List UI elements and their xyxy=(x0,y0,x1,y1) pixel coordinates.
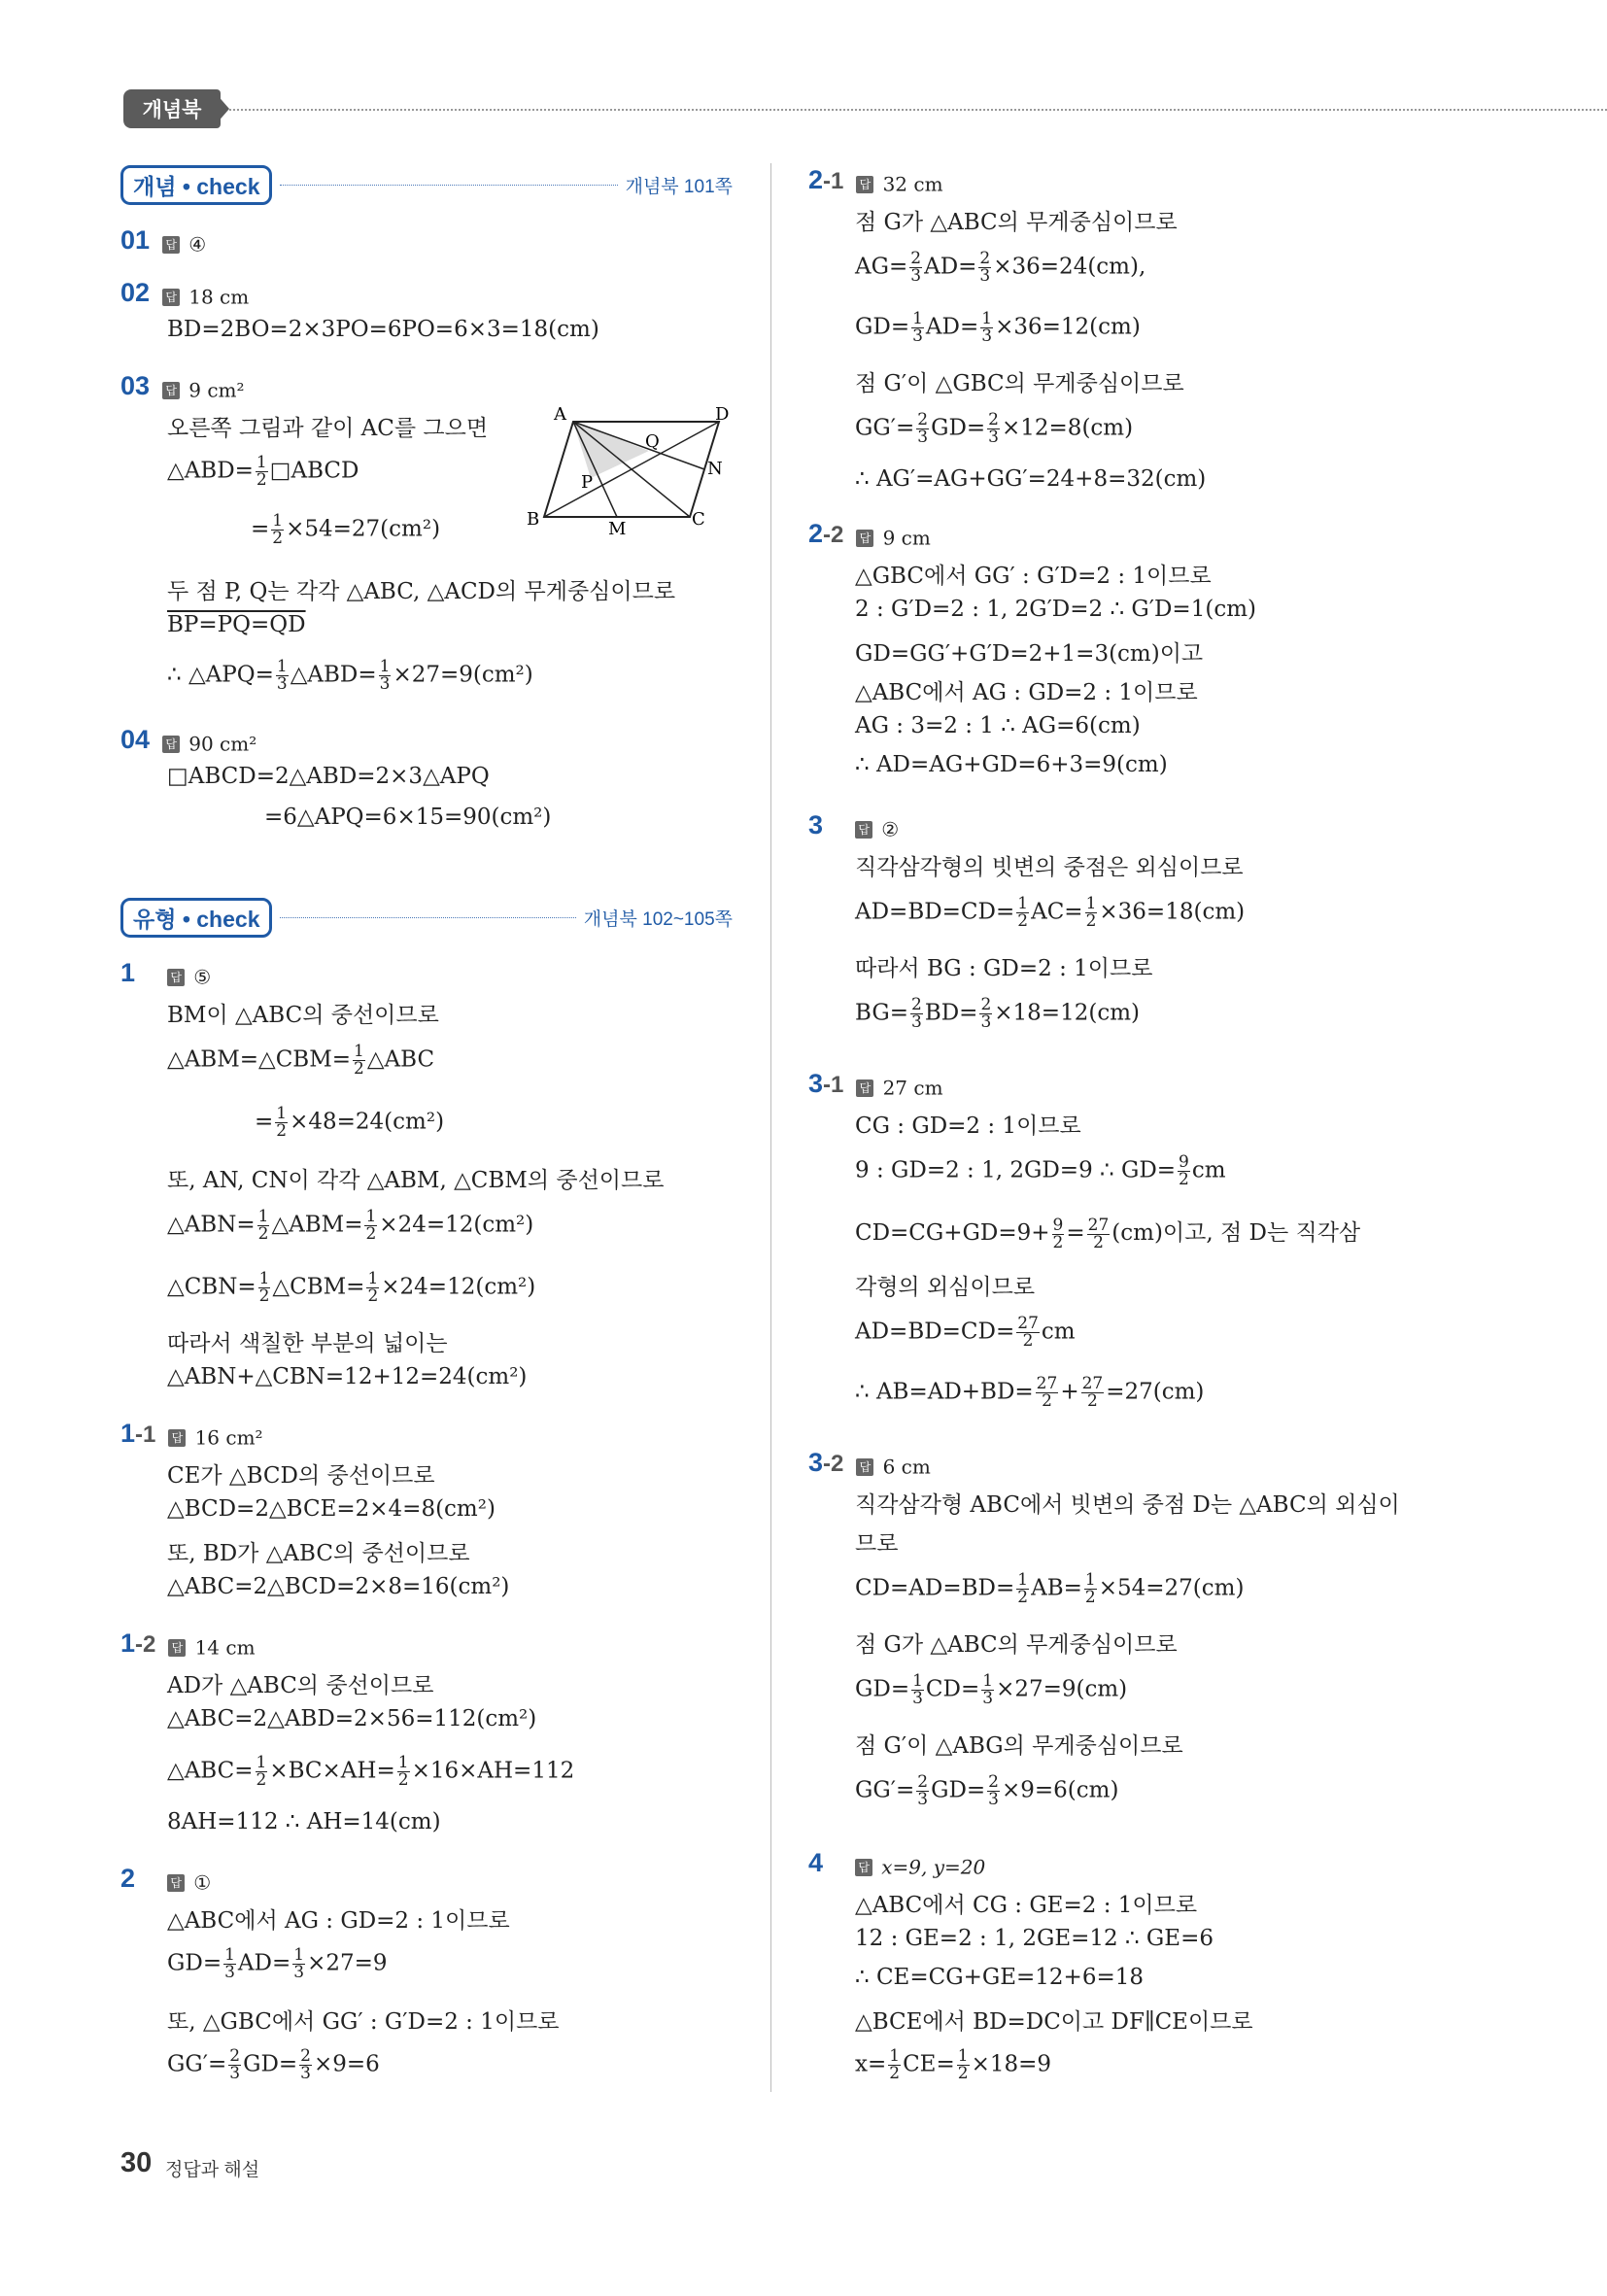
answer-icon: 답 xyxy=(167,969,185,986)
solution-line: AD가 △ABC의 중선이므로 xyxy=(167,1673,434,1698)
answer-icon: 답 xyxy=(856,1458,873,1476)
solution-line: △ABC에서 CG : GE=2 : 1이므로 xyxy=(855,1893,1198,1918)
problem-2-1 xyxy=(808,165,943,196)
section-badge: 개념 • check xyxy=(120,165,272,205)
answer-icon: 답 xyxy=(855,1859,872,1876)
problem-number: 2-2 xyxy=(808,519,844,548)
solution-line: ∴ AD=AG+GD=6+3=9(cm) xyxy=(855,752,1168,777)
solution-line: GG′= $\frac{2}{3}$ GD= $\frac{2}{3}$ ×12=8(cm) xyxy=(855,410,1134,447)
solution-line: GD= $\frac{1}{3}$ AD= $\frac{1}{3}$ ×36=12(cm) xyxy=(855,309,1141,346)
solution-line: 또, AN, CN이 각각 △ABM, △CBM의 중선이므로 xyxy=(167,1168,665,1193)
solution-line: BG= $\frac{2}{3}$ BD= $\frac{2}{3}$ ×18=12(cm) xyxy=(855,995,1140,1032)
problem-2 xyxy=(120,1864,211,1895)
solution-line: GG′= $\frac{2}{3}$ GD= $\frac{2}{3}$ ×9=6 xyxy=(167,2046,380,2083)
solution-line: 또, △GBC에서 GG′ : G′D=2 : 1이므로 xyxy=(167,2009,560,2035)
solution-line: 직각삼각형의 빗변의 중점은 외심이므로 xyxy=(855,855,1244,880)
solution-line: △ABC=2△ABD=2×56=112(cm²) xyxy=(167,1706,537,1731)
answer-value: ① xyxy=(193,1870,212,1895)
answer-value: ⑤ xyxy=(193,965,212,989)
page-footer-title: 정답과 해설 xyxy=(165,2160,260,2180)
problem-number: 3-1 xyxy=(808,1069,844,1098)
answer-icon: 답 xyxy=(168,1639,186,1657)
solution-line: 두 점 P, Q는 각각 △ABC, △ACD의 무게중심이므로 xyxy=(167,579,676,604)
problem-number: 2 xyxy=(120,1864,136,1893)
solution-line: △ABN+△CBN=12+12=24(cm²) xyxy=(167,1364,528,1389)
solution-line: △ABM=△CBM= $\frac{1}{2}$ △ABC xyxy=(167,1042,435,1079)
answer-value: x=9, y=20 xyxy=(881,1855,986,1879)
answer-icon: 답 xyxy=(856,1079,873,1097)
solution-line: 오른쪽 그림과 같이 AC를 그으면 xyxy=(167,416,489,441)
solution-line: 점 G가 △ABC의 무게중심이므로 xyxy=(855,210,1178,235)
solution-line: 점 G가 △ABC의 무게중심이므로 xyxy=(855,1632,1178,1658)
answer-value: 27 cm xyxy=(882,1076,943,1100)
problem-number: 1-1 xyxy=(120,1419,156,1448)
solution-line: 또, BD가 △ABC의 중선이므로 xyxy=(167,1541,470,1566)
solution-line: 8AH=112 ∴ AH=14(cm) xyxy=(167,1809,441,1834)
answer-icon: 답 xyxy=(168,1429,186,1447)
problem-03 xyxy=(120,371,245,402)
problem-number: 03 xyxy=(120,371,151,400)
solution-line: ∴ CE=CG+GE=12+6=18 xyxy=(855,1965,1144,1990)
section-concept-check xyxy=(120,165,733,205)
svg-text:P: P xyxy=(581,472,594,493)
problem-04 xyxy=(120,725,256,756)
column-divider xyxy=(770,163,771,2092)
problem-2-2 xyxy=(808,519,931,550)
solution-line: △ABD= $\frac{1}{2}$ □ABCD xyxy=(167,453,359,490)
answer-value: 9 cm² xyxy=(188,378,245,402)
answer-value: 32 cm xyxy=(882,172,943,196)
answer-icon: 답 xyxy=(162,382,180,399)
solution-line: 점 G′이 △ABG의 무게중심이므로 xyxy=(855,1733,1183,1759)
solution-line: = $\frac{1}{2}$ ×54=27(cm²) xyxy=(251,511,441,548)
solution-line: △GBC에서 GG′ : G′D=2 : 1이므로 xyxy=(855,564,1212,589)
section-dotted-line xyxy=(280,917,575,918)
solution-line: GD= $\frac{1}{3}$ AD= $\frac{1}{3}$ ×27=9 xyxy=(167,1945,388,1982)
solution-line: GG′= $\frac{2}{3}$ GD= $\frac{2}{3}$ ×9=6(cm) xyxy=(855,1772,1119,1809)
problem-1-2 xyxy=(120,1628,256,1660)
solution-line: ∴ AB=AD+BD= $\frac{27}{2}$ + $\frac{27}{2}$ =27(cm) xyxy=(855,1374,1205,1411)
page-number: 30 xyxy=(120,2147,153,2178)
answer-value: 18 cm xyxy=(188,285,250,309)
solution-line: 점 G′이 △GBC의 무게중심이므로 xyxy=(855,371,1184,396)
solution-line: CG : GD=2 : 1이므로 xyxy=(855,1114,1081,1139)
solution-line: 9 : GD=2 : 1, 2GD=9 ∴ GD= $\frac{9}{2}$ cm xyxy=(855,1152,1226,1189)
problem-number: 1 xyxy=(120,958,136,987)
section-page-ref: 개념북 102~105쪽 xyxy=(583,909,733,930)
svg-text:N: N xyxy=(707,459,723,479)
answer-value: ④ xyxy=(188,232,207,257)
solution-line: △CBN= $\frac{1}{2}$ △CBM= $\frac{1}{2}$ ×24=12(cm²) xyxy=(167,1269,536,1306)
svg-text:D: D xyxy=(715,404,730,425)
svg-text:Q: Q xyxy=(645,431,660,452)
problem-number: 02 xyxy=(120,278,151,307)
problem-number: 04 xyxy=(120,725,151,754)
problem-number: 3 xyxy=(808,810,824,840)
section-page-ref: 개념북 101쪽 xyxy=(625,177,733,197)
solution-line: △BCE에서 BD=DC이고 DF∥CE이므로 xyxy=(855,2009,1253,2035)
solution-line: △ABN= $\frac{1}{2}$ △ABM= $\frac{1}{2}$ ×24=12(cm²) xyxy=(167,1207,534,1244)
answer-value: 14 cm xyxy=(194,1635,256,1660)
svg-text:A: A xyxy=(554,404,566,425)
header-tab: 개념북 xyxy=(123,89,221,128)
problem-number: 4 xyxy=(808,1848,824,1877)
problem-3-2 xyxy=(808,1448,931,1479)
answer-icon: 답 xyxy=(856,176,873,193)
solution-line: AG= $\frac{2}{3}$ AD= $\frac{2}{3}$ ×36=24(cm), xyxy=(855,249,1146,286)
solution-line: △ABC=2△BCD=2×8=16(cm²) xyxy=(167,1574,510,1599)
svg-text:M: M xyxy=(608,519,627,536)
problem-number: 3-2 xyxy=(808,1448,844,1477)
header-divider xyxy=(229,109,1607,111)
problem-02 xyxy=(120,278,249,309)
svg-text:B: B xyxy=(527,509,540,530)
problem-3 xyxy=(808,810,899,841)
problem-1 xyxy=(120,958,211,989)
parallelogram-figure xyxy=(525,400,738,536)
section-type-check xyxy=(120,898,733,938)
solution-line: AD=BD=CD= $\frac{27}{2}$ cm xyxy=(855,1314,1076,1351)
solution-line: AG : 3=2 : 1 ∴ AG=6(cm) xyxy=(855,713,1141,738)
solution-line: 12 : GE=2 : 1, 2GE=12 ∴ GE=6 xyxy=(855,1926,1214,1951)
solution-line: △BCD=2△BCE=2×4=8(cm²) xyxy=(167,1496,496,1522)
solution-line: x= $\frac{1}{2}$ CE= $\frac{1}{2}$ ×18=9 xyxy=(855,2046,1052,2083)
answer-icon: 답 xyxy=(162,236,180,254)
problem-number: 01 xyxy=(120,225,151,255)
solution-line: 각형의 외심이므로 xyxy=(855,1275,1036,1300)
solution-line: GD= $\frac{1}{3}$ CD= $\frac{1}{3}$ ×27=9(cm) xyxy=(855,1671,1128,1708)
solution-line: △ABC에서 AG : GD=2 : 1이므로 xyxy=(855,680,1198,705)
answer-value: 9 cm xyxy=(882,526,931,550)
problem-4 xyxy=(808,1848,985,1879)
answer-icon: 답 xyxy=(162,289,180,306)
solution-line: ∴ AG′=AG+GG′=24+8=32(cm) xyxy=(855,466,1207,492)
problem-3-1 xyxy=(808,1069,943,1100)
svg-text:C: C xyxy=(692,509,705,530)
solution-line: BP=PQ=QD xyxy=(167,612,306,637)
answer-icon: 답 xyxy=(167,1874,185,1892)
solution-line: △ABC= $\frac{1}{2}$ ×BC×AH= $\frac{1}{2}$ ×16×AH=112 xyxy=(167,1753,575,1790)
problem-1-1 xyxy=(120,1419,263,1450)
header-arrow-decoration xyxy=(216,93,229,124)
solution-line: □ABCD=2△ABD=2×3△APQ xyxy=(167,764,490,789)
solution-line: CD=CG+GD=9+ $\frac{9}{2}$ = $\frac{27}{2}$ (cm)이고, 점 D는 직각삼 xyxy=(855,1215,1361,1252)
answer-value: 16 cm² xyxy=(194,1425,263,1450)
solution-line: 따라서 BG : GD=2 : 1이므로 xyxy=(855,956,1153,981)
answer-icon: 답 xyxy=(856,530,873,547)
answer-icon: 답 xyxy=(162,736,180,753)
solution-line: BM이 △ABC의 중선이므로 xyxy=(167,1003,439,1028)
answer-value: 90 cm² xyxy=(188,732,257,756)
solution-line: BD=2BO=2×3PO=6PO=6×3=18(cm) xyxy=(167,317,599,342)
solution-line: 직각삼각형 ABC에서 빗변의 중점 D는 △ABC의 외심이 xyxy=(855,1492,1400,1518)
problem-number: 2-1 xyxy=(808,165,844,194)
problem-number: 1-2 xyxy=(120,1628,156,1658)
answer-value: ② xyxy=(881,817,900,841)
answer-icon: 답 xyxy=(855,821,872,839)
solution-line: ∴ △APQ= $\frac{1}{3}$ △ABD= $\frac{1}{3}$ ×27=9(cm²) xyxy=(167,657,533,694)
solution-line: =6△APQ=6×15=90(cm²) xyxy=(264,805,552,830)
solution-line: GD=GG′+G′D=2+1=3(cm)이고 xyxy=(855,641,1204,667)
solution-line: △ABC에서 AG : GD=2 : 1이므로 xyxy=(167,1908,510,1934)
solution-line: 2 : G′D=2 : 1, 2G′D=2 ∴ G′D=1(cm) xyxy=(855,597,1256,622)
solution-line: CE가 △BCD의 중선이므로 xyxy=(167,1463,435,1489)
solution-line: 따라서 색칠한 부분의 넓이는 xyxy=(167,1331,448,1356)
section-dotted-line xyxy=(280,185,617,186)
solution-line: 므로 xyxy=(855,1531,899,1557)
solution-line: = $\frac{1}{2}$ ×48=24(cm²) xyxy=(255,1104,445,1141)
problem-01 xyxy=(120,225,206,257)
section-badge: 유형 • check xyxy=(120,898,272,938)
solution-line: CD=AD=BD= $\frac{1}{2}$ AB= $\frac{1}{2}$ ×54=27(cm) xyxy=(855,1570,1245,1607)
answer-value: 6 cm xyxy=(882,1455,931,1479)
solution-line: AD=BD=CD= $\frac{1}{2}$ AC= $\frac{1}{2}$ ×36=18(cm) xyxy=(855,894,1246,931)
